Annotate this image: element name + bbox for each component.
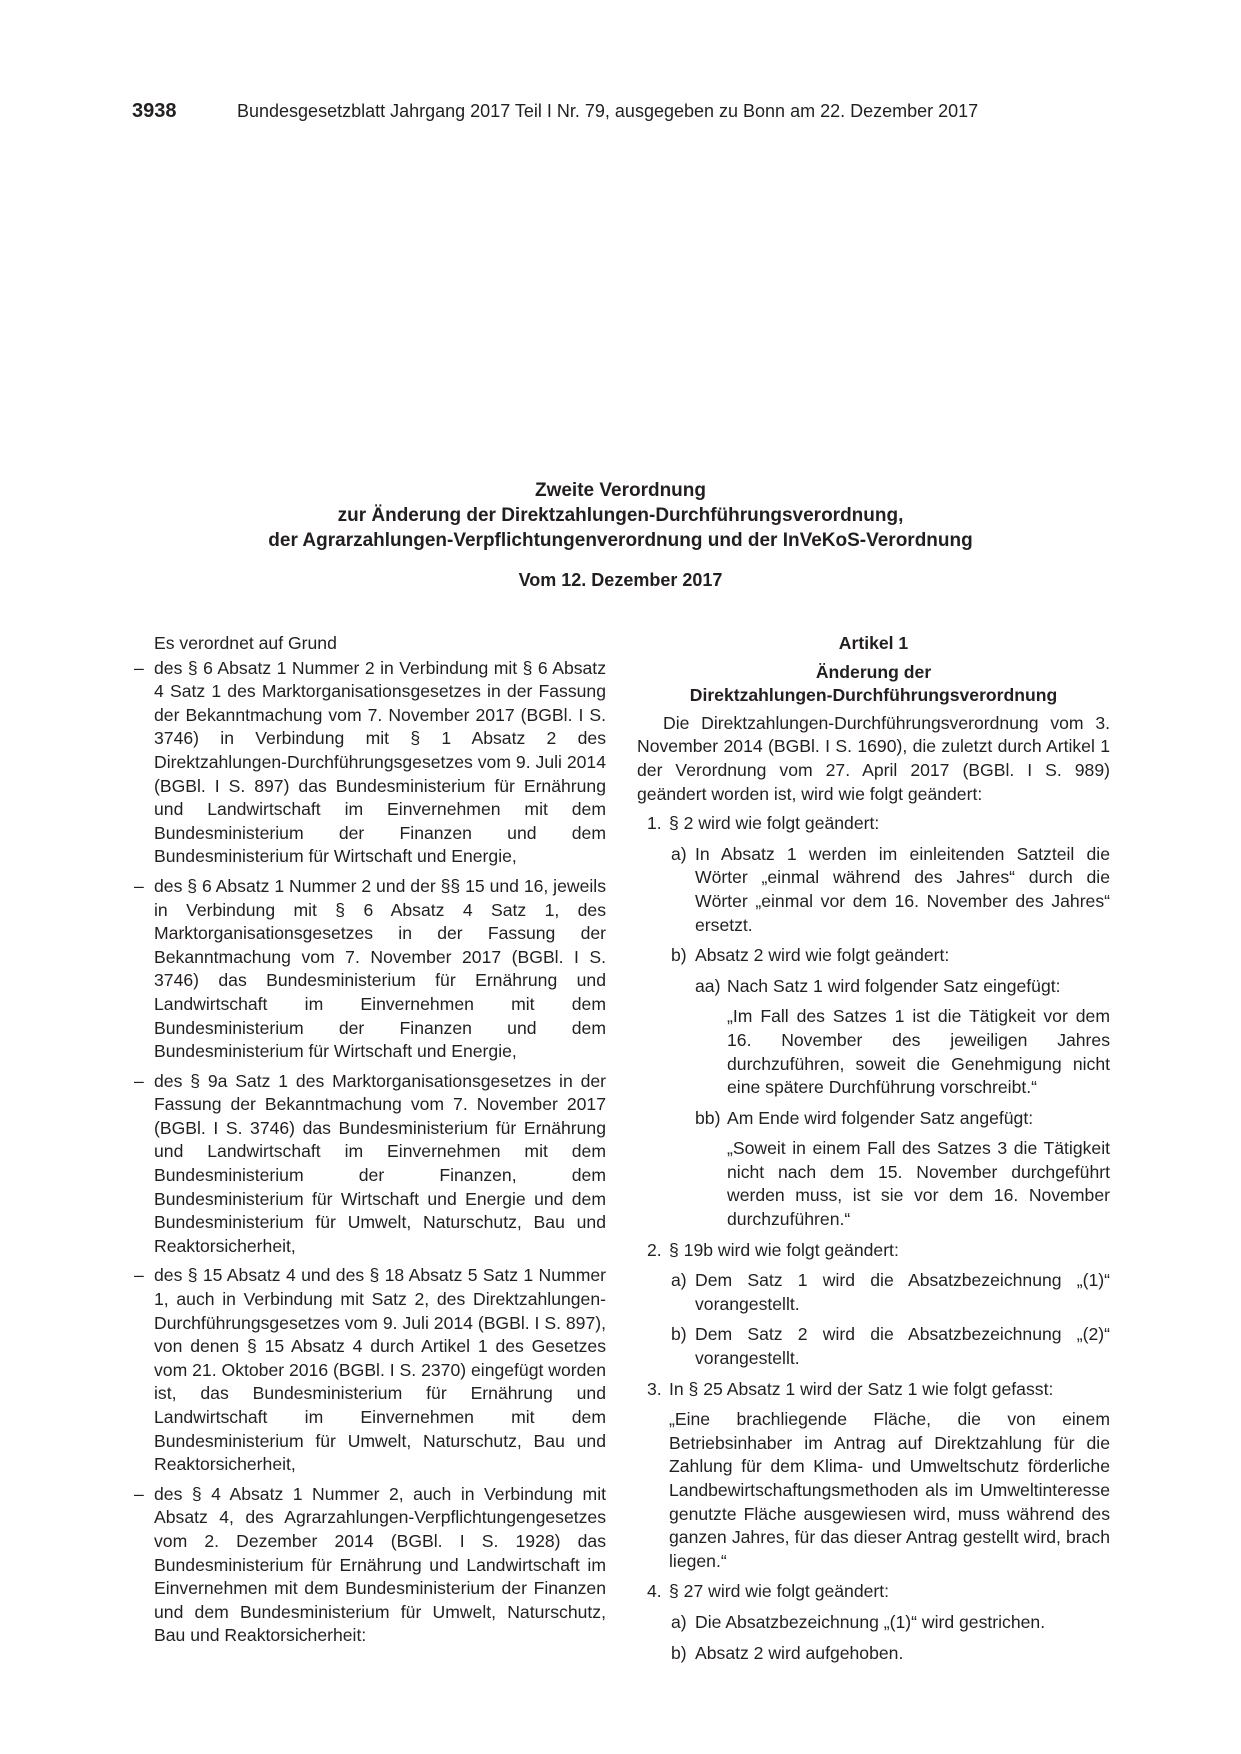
dash-marker: – xyxy=(134,875,144,896)
article-heading: Artikel 1 xyxy=(838,633,909,653)
subitem-letter: b) xyxy=(671,1642,687,1663)
subitem-letter: a) xyxy=(671,1270,687,1291)
subsubitem-letter: bb) xyxy=(695,1107,721,1128)
header-publication-line: Bundesgesetzblatt Jahrgang 2017 Teil I Nr. 79, ausgegeben zu Bonn am 22. Dezember 2017 xyxy=(237,101,979,121)
amendment-subitem xyxy=(637,1611,1110,1635)
legal-basis-text: des § 6 Absatz 1 Nummer 2 in Verbindung mit § 6 Absatz 4 Satz 1 des Marktorganisationsgesetzes in der Fassung der Bekanntmachung vom 7. November 2017 (BGBl. I S. 3746) in Verbindung mit § 1 Absatz 2 des Direktzahlungen-Durchführungsgesetzes vom 9. Juli 2014 (BGBl. I S. 897) das Bundesministerium für Ernährung und Landwirtschaft im Einvernehmen mit dem Bundesministerium der Finanzen und dem Bundesministerium für Wirtschaft und Energie, xyxy=(154,657,606,867)
article-title xyxy=(637,661,1110,708)
amendment-item xyxy=(637,1239,1110,1263)
subitem-text: Dem Satz 1 wird die Absatzbezeichnung „(1)“ vorangestellt. xyxy=(695,1270,1110,1314)
amendment-subitem xyxy=(637,1642,1110,1666)
quoted-sentence: „Im Fall des Satzes 1 ist die Tätigkeit vor dem 16. November des jeweiligen Jahres durchzuführen, soweit die Genehmigung nicht eine spätere Durchführung vorschreibt.“ xyxy=(727,1006,1110,1098)
left-column xyxy=(128,632,606,1654)
item-number: 2. xyxy=(647,1239,662,1260)
subitem-text: Die Absatzbezeichnung „(1)“ wird gestrichen. xyxy=(695,1611,1046,1632)
dash-marker: – xyxy=(134,1070,144,1091)
title-line-3: der Agrarzahlungen-Verpflichtungenverordnung und der InVeKoS-Verordnung xyxy=(268,530,973,551)
legal-basis-item xyxy=(128,1264,606,1476)
right-column xyxy=(637,632,1110,1672)
subsubitem-text: Nach Satz 1 wird folgender Satz eingefügt: xyxy=(727,975,1061,996)
subsubitem-text: Am Ende wird folgender Satz angefügt: xyxy=(727,1107,1034,1128)
item-text: § 19b wird wie folgt geändert: xyxy=(669,1239,899,1260)
subitem-letter: a) xyxy=(671,843,687,864)
document-date: Vom 12. Dezember 2017 xyxy=(518,570,723,590)
item-text: In § 25 Absatz 1 wird der Satz 1 wie folgt gefasst: xyxy=(669,1378,1054,1399)
page-number: 3938 xyxy=(132,100,177,122)
dash-marker: – xyxy=(134,1265,144,1286)
subitem-letter: b) xyxy=(671,1324,687,1345)
title-line-2: zur Änderung der Direktzahlungen-Durchführungsverordnung, xyxy=(337,505,904,526)
article-intro: Die Direktzahlungen-Durchführungsverordnung vom 3. November 2014 (BGBl. I S. 1690), die zuletzt durch Artikel 1 der Verordnung vom 27. April 2017 (BGBl. I S. 989) geändert worden ist, wird wie folgt geändert: xyxy=(637,712,1110,804)
dash-marker: – xyxy=(134,657,144,678)
title-line-1: Zweite Verordnung xyxy=(534,480,707,501)
subitem-letter: a) xyxy=(671,1611,687,1632)
amendment-subitem xyxy=(637,1323,1110,1370)
legal-basis-item xyxy=(128,657,606,869)
item-text: § 2 wird wie folgt geändert: xyxy=(669,813,880,834)
dash-marker: – xyxy=(134,1483,144,1504)
legal-basis-item xyxy=(128,1483,606,1648)
subitem-text: Absatz 2 wird wie folgt geändert: xyxy=(695,945,950,966)
item-text: § 27 wird wie folgt geändert: xyxy=(669,1581,890,1602)
quoted-sentence: „Eine brachliegende Fläche, die von einem Betriebsinhaber im Antrag auf Direktzahlung für die Zahlung für dem Klima- und Umweltschutz förderliche Landbewirtschaftungsmethoden als im Umweltinteresse genutzte Fläche ausgewiesen wird, muss während des ganzen Jahres, für das dieser Antrag gestellt wird, brach liegen.“ xyxy=(669,1409,1110,1571)
article-title-line-2: Direktzahlungen-Durchführungsverordnung xyxy=(689,685,1058,706)
legal-basis-item xyxy=(128,875,606,1064)
running-header xyxy=(132,100,1109,126)
amendment-subitem xyxy=(637,1269,1110,1316)
amendment-subitem xyxy=(637,944,1110,968)
amendment-subsubitem xyxy=(637,1107,1110,1131)
amendment-item xyxy=(637,1378,1110,1402)
subitem-text: Absatz 2 wird aufgehoben. xyxy=(695,1642,904,1663)
document-title xyxy=(132,478,1109,553)
legal-basis-item xyxy=(128,1070,606,1259)
article-title-line-1: Änderung der xyxy=(815,661,932,682)
item-number: 4. xyxy=(647,1581,662,1602)
amendment-item xyxy=(637,1580,1110,1604)
subitem-text: In Absatz 1 werden im einleitenden Satzteil die Wörter „einmal während des Jahres“ durch die Wörter „einmal vor dem 16. November des Jahres“ ersetzt. xyxy=(695,843,1110,935)
subitem-letter: b) xyxy=(671,945,687,966)
amendment-subsubitem xyxy=(637,975,1110,999)
subsubitem-letter: aa) xyxy=(695,975,721,996)
item-number: 1. xyxy=(647,813,662,834)
item-number: 3. xyxy=(647,1378,662,1399)
amendment-subitem xyxy=(637,843,1110,937)
subitem-text: Dem Satz 2 wird die Absatzbezeichnung „(2)“ vorangestellt. xyxy=(695,1324,1110,1369)
legal-basis-text: des § 9a Satz 1 des Marktorganisationsgesetzes in der Fassung der Bekanntmachung vom 7. November 2017 (BGBl. I S. 3746) das Bundesministerium für Ernährung und Landwirtschaft im Einvernehmen mit dem Bundesministerium der Finanzen, dem Bundesministerium für Wirtschaft und Energie und dem Bundesministerium für Umwelt, Naturschutz, Bau und Reaktorsicherheit, xyxy=(154,1070,606,1256)
legal-basis-text: des § 15 Absatz 4 und des § 18 Absatz 5 Satz 1 Nummer 1, auch in Verbindung mit Satz 2, des Direktzahlungen-Durchführungsgesetzes vom 9. Juli 2014 (BGBl. I S. 897), von denen § 15 Absatz 4 durch Artikel 1 des Gesetzes vom 21. Oktober 2016 (BGBl. I S. 2370) eingefügt worden ist, das Bundesministerium für Ernährung und Landwirtschaft im Einvernehmen mit dem Bundesministerium für Umwelt, Naturschutz, Bau und Reaktorsicherheit, xyxy=(154,1265,606,1475)
amendment-item xyxy=(637,812,1110,836)
legal-basis-text: des § 6 Absatz 1 Nummer 2 und der §§ 15 und 16, jeweils in Verbindung mit § 6 Absatz 4 Satz 1, des Marktorganisationsgesetzes in der Fassung der Bekanntmachung vom 7. November 2017 (BGBl. I S. 3746) das Bundesministerium für Ernährung und Landwirtschaft im Einvernehmen mit dem Bundesministerium der Finanzen und dem Bundesministerium für Wirtschaft und Energie, xyxy=(154,875,606,1062)
quoted-sentence: „Soweit in einem Fall des Satzes 3 die Tätigkeit nicht nach dem 15. November durchgeführt werden muss, ist sie vor dem 16. November durchzuführen.“ xyxy=(727,1138,1110,1230)
legal-basis-text: des § 4 Absatz 1 Nummer 2, auch in Verbindung mit Absatz 4, des Agrarzahlungen-Verpflichtungengesetzes vom 2. Dezember 2014 (BGBl. I S. 1928) das Bundesministerium für Ernährung und Landwirtschaft im Einvernehmen mit dem Bundesministerium der Finanzen und dem Bundesministerium für Umwelt, Naturschutz, Bau und Reaktorsicherheit: xyxy=(154,1483,606,1646)
preamble-intro: Es verordnet auf Grund xyxy=(154,633,337,653)
